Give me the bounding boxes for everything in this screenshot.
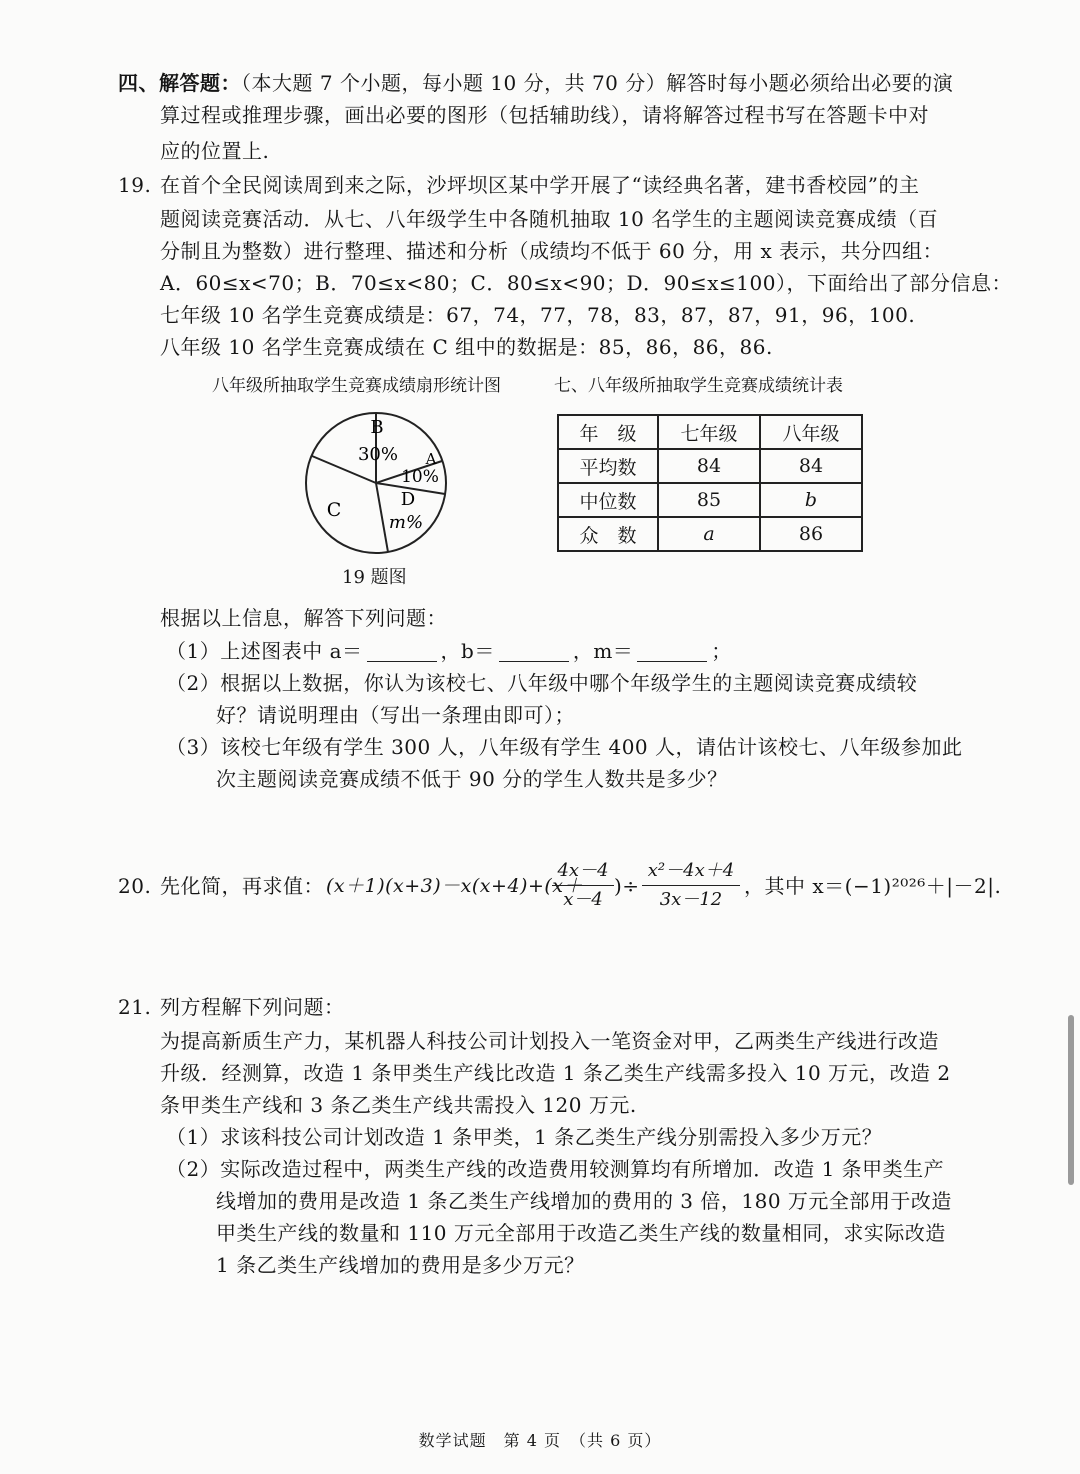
q19-line-3: 分制且为整数）进行整理、描述和分析（成绩均不低于 60 分，用 x 表示，共分四组： (160, 239, 944, 263)
section-line-3: 应的位置上. (160, 139, 270, 163)
pie-pct-d: m% (388, 512, 424, 533)
q19-intro: 根据以上信息，解答下列问题： (160, 606, 447, 630)
answer-blank-m (637, 641, 707, 662)
table-cell: a (658, 517, 760, 551)
table-cell: 84 (658, 449, 760, 483)
q21-part-2-line-3: 甲类生产线的数量和 110 万元全部用于改造乙类生产线的数量相同，求实际改造 (216, 1221, 946, 1245)
table-cell: 众 数 (558, 517, 658, 551)
table-cell: 平均数 (558, 449, 658, 483)
q20-divide: )÷ (614, 874, 640, 898)
table-cell: 中位数 (558, 483, 658, 517)
pie-pct-a: 10% (401, 467, 439, 487)
table-cell: 86 (760, 517, 862, 551)
answer-blank-b (499, 641, 569, 662)
q19-line-1: 在首个全民阅读周到来之际，沙坪坝区某中学开展了“读经典名著，建书香校园”的主 (160, 173, 920, 197)
section-line-2: 算过程或推理步骤，画出必要的图形（包括辅助线），请将解答过程书写在答题卡中对 (160, 103, 929, 127)
q19-part-2-line-1: （2）根据以上数据，你认为该校七、八年级中哪个年级学生的主题阅读竞赛成绩较 (166, 671, 918, 695)
q19-part-1-end: ； (711, 639, 732, 663)
q21-line-3: 条甲类生产线和 3 条乙类生产线共需投入 120 万元. (160, 1093, 637, 1117)
table-row (558, 483, 862, 517)
q19-grade8-scores: 八年级 10 名学生竞赛成绩在 C 组中的数据是：85，86，86，86. (160, 335, 773, 359)
q20-fraction-1 (552, 860, 614, 911)
q19-number: 19. (118, 173, 152, 197)
q19-grade7-scores: 七年级 10 名学生竞赛成绩是：67，74，77，78，83，87，87，91，96，100. (160, 303, 916, 327)
q21-part-1: （1）求该科技公司计划改造 1 条甲类，1 条乙类生产线分别需投入多少万元？ (166, 1125, 883, 1149)
table-row (558, 517, 862, 551)
fraction-bar (642, 885, 740, 886)
pie-divider-d-c (376, 483, 388, 552)
table-row (558, 415, 862, 449)
pie-chart (300, 410, 460, 570)
q21-title: 列方程解下列问题： (160, 995, 345, 1019)
table-header-cell: 八年级 (760, 415, 862, 449)
q19-part-1-text: （1）上述图表中 a＝ (166, 639, 363, 663)
pie-label-c: C (326, 499, 342, 521)
pie-label-a: A (425, 450, 437, 468)
pie-chart-title: 八年级所抽取学生竞赛成绩扇形统计图 (212, 376, 501, 396)
q21-part-2-line-2: 线增加的费用是改造 1 条乙类生产线增加的费用的 3 倍，180 万元全部用于改造 (216, 1189, 952, 1213)
table-header-cell: 年 级 (558, 415, 658, 449)
q21-part-2-line-1: （2）实际改造过程中，两类生产线的改造费用较测算均有所增加．改造 1 条甲类生产 (166, 1157, 945, 1181)
table-cell: b (760, 483, 862, 517)
section-text: （本大题 7 个小题，每小题 10 分，共 70 分）解答时每小题必须给出必要的演 (241, 71, 954, 95)
stats-table (557, 414, 863, 552)
fraction-1-denominator: x－4 (563, 889, 603, 910)
section-header (118, 68, 953, 98)
q19-part-3-line-2: 次主题阅读竞赛成绩不低于 90 分的学生人数共是多少？ (216, 767, 728, 791)
q19-part-1 (166, 636, 732, 666)
fraction-2-denominator: 3x－12 (659, 889, 723, 910)
page-footer: 数学试题 第 4 页 （共 6 页） (418, 1431, 662, 1450)
q20-expression: (x＋1)(x+3)－x(x+4)+(x＋ (326, 875, 583, 897)
stats-table-title: 七、八年级所抽取学生竞赛成绩统计表 (554, 376, 843, 396)
q19-part-3-line-1: （3）该校七年级有学生 300 人，八年级有学生 400 人，请估计该校七、八年级参加此 (166, 735, 963, 759)
pie-label-d: D (400, 489, 416, 510)
answer-blank-a (367, 641, 437, 662)
q19-part-1-m: ，m＝ (572, 639, 634, 663)
q19-part-1-b: ，b＝ (440, 639, 495, 663)
fraction-1-numerator: 4x－4 (557, 860, 609, 881)
scrollbar[interactable] (1068, 1015, 1074, 1185)
q20-suffix: ，其中 x＝(−1)²⁰²⁶＋|－2|. (744, 874, 1002, 898)
table-cell: 84 (760, 449, 862, 483)
q20-fraction-2 (642, 860, 740, 911)
pie-pct-b: 30% (357, 444, 399, 465)
q21-part-2-line-4: 1 条乙类生产线增加的费用是多少万元？ (216, 1253, 585, 1277)
fraction-bar (552, 885, 614, 886)
q21-line-1: 为提高新质生产力，某机器人科技公司计划投入一笔资金对甲，乙两类生产线进行改造 (160, 1029, 939, 1053)
pie-chart-caption: 19 题图 (342, 567, 407, 588)
q21-line-2: 升级．经测算，改造 1 条甲类生产线比改造 1 条乙类生产线需多投入 10 万元，改造 2 (160, 1061, 951, 1085)
q19-line-4: A．60≤x<70；B．70≤x<80；C．80≤x<90；D．90≤x≤100），下面给出了部分信息： (160, 271, 1012, 295)
pie-label-b: B (370, 417, 384, 438)
fraction-2-numerator: x²－4x＋4 (647, 860, 735, 881)
table-row (558, 449, 862, 483)
q19-line-2: 题阅读竞赛活动．从七、八年级学生中各随机抽取 10 名学生的主题阅读竞赛成绩（百 (160, 207, 939, 231)
q20-prefix: 先化简，再求值： (160, 874, 324, 898)
table-header-cell: 七年级 (658, 415, 760, 449)
q21-number: 21. (118, 995, 152, 1019)
section-label: 四、解答题： (118, 71, 241, 95)
q20-number: 20. (118, 874, 152, 898)
table-cell: 85 (658, 483, 760, 517)
q19-part-2-line-2: 好？请说明理由（写出一条理由即可）； (216, 703, 575, 727)
